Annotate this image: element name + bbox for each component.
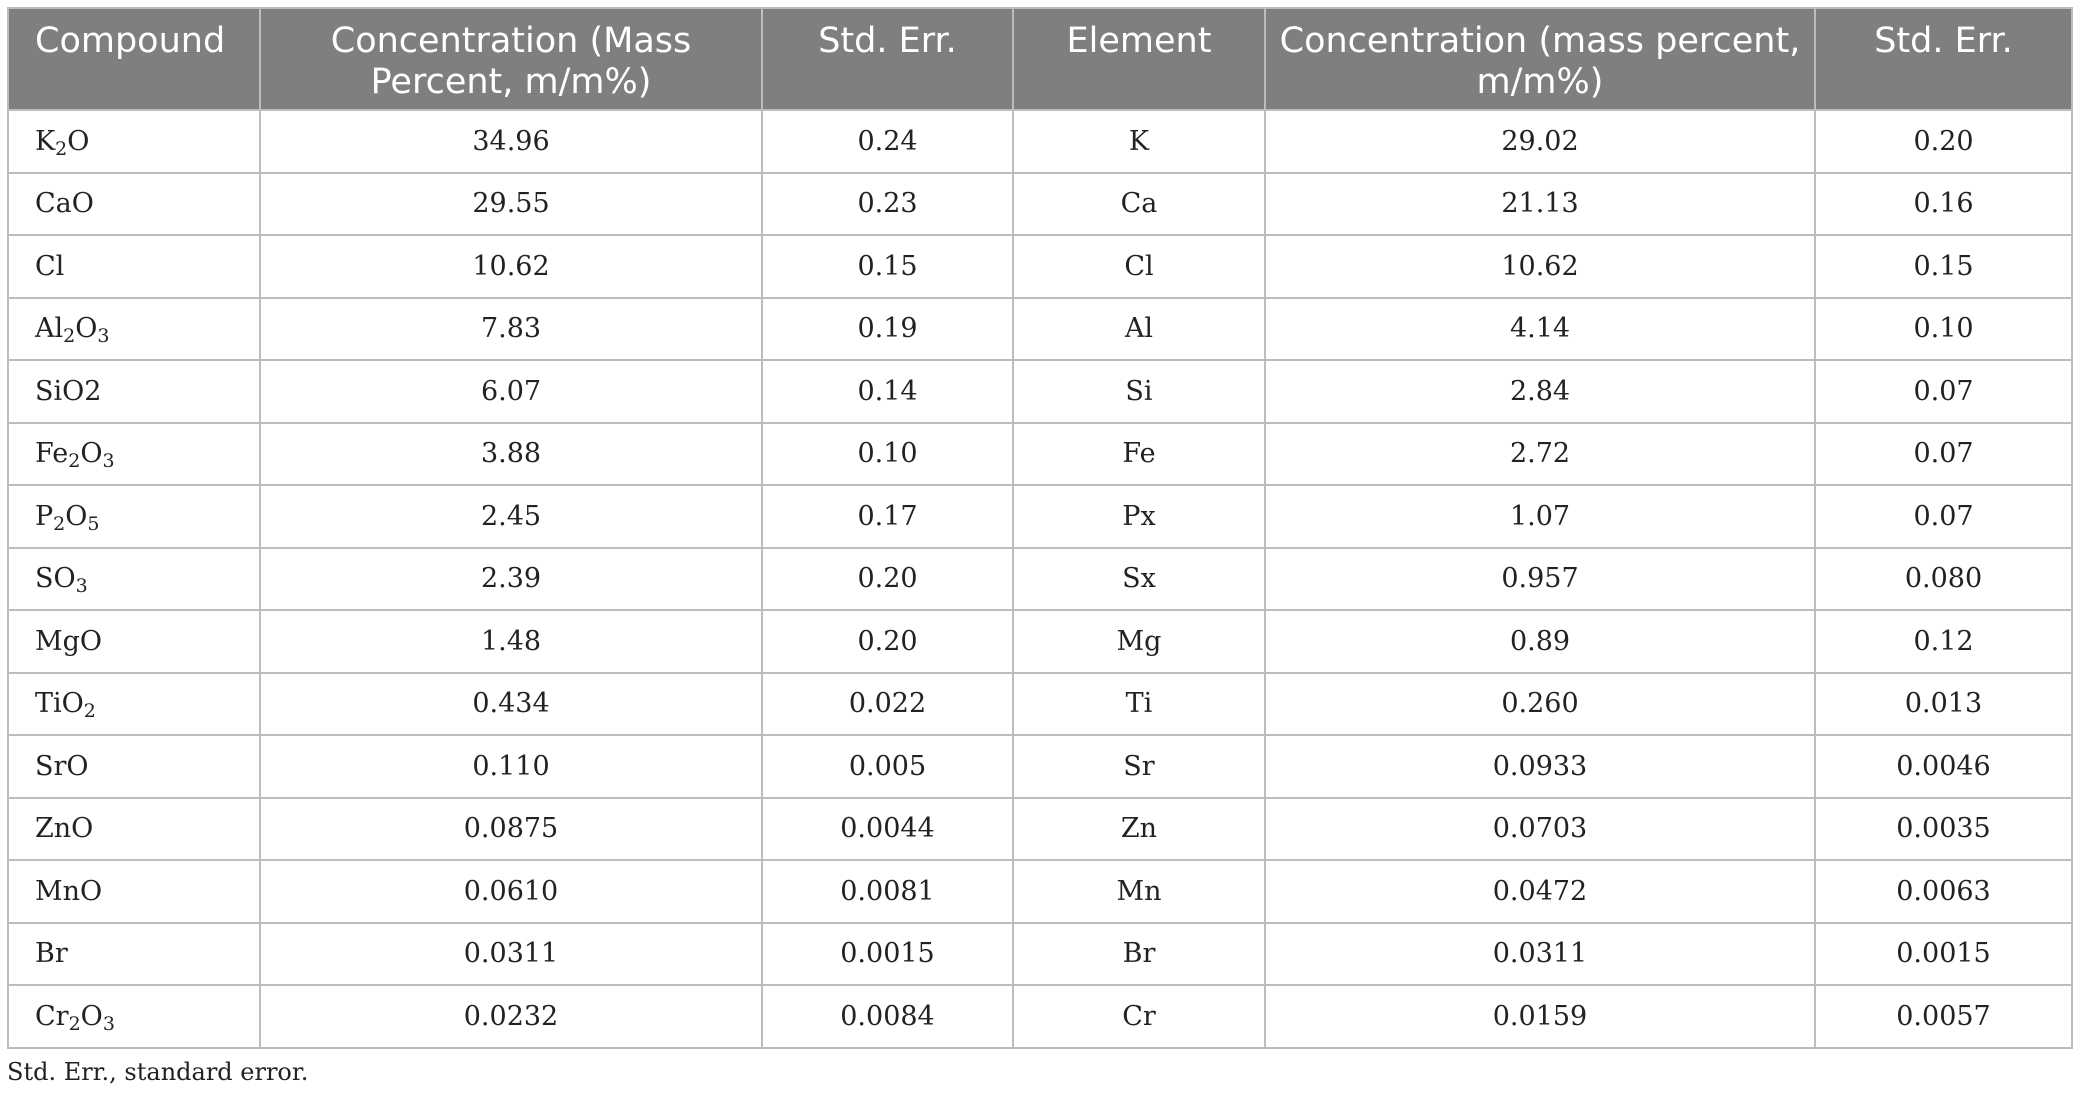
table-row xyxy=(8,235,2072,298)
cell-compound-std-err: 0.20 xyxy=(762,548,1013,611)
cell-element: Sx xyxy=(1013,548,1265,611)
cell-compound-std-err: 0.17 xyxy=(762,485,1013,548)
table-row xyxy=(8,673,2072,736)
cell-element-std-err: 0.07 xyxy=(1815,423,2072,486)
cell-element-concentration: 29.02 xyxy=(1265,110,1815,173)
table-row xyxy=(8,860,2072,923)
cell-element-concentration: 0.260 xyxy=(1265,673,1815,736)
footnote: Std. Err., standard error. xyxy=(7,1058,309,1086)
cell-element-std-err: 0.013 xyxy=(1815,673,2072,736)
cell-compound-std-err: 0.022 xyxy=(762,673,1013,736)
cell-compound: SrO xyxy=(8,735,260,798)
cell-compound: $K_2O$ xyxy=(8,110,260,173)
cell-compound-std-err: 0.0084 xyxy=(762,985,1013,1048)
table-row xyxy=(8,548,2072,611)
cell-element: Sr xyxy=(1013,735,1265,798)
cell-compound: $Al_2O_3$ xyxy=(8,298,260,361)
cell-element-concentration: 0.957 xyxy=(1265,548,1815,611)
cell-compound-concentration: 10.62 xyxy=(260,235,762,298)
cell-compound-concentration: 0.0875 xyxy=(260,798,762,861)
cell-compound: $SO_3$ xyxy=(8,548,260,611)
cell-compound: TiO$_2$ xyxy=(8,673,260,736)
cell-compound-concentration: 7.83 xyxy=(260,298,762,361)
table-row xyxy=(8,423,2072,486)
cell-element-std-err: 0.15 xyxy=(1815,235,2072,298)
cell-element-std-err: 0.0035 xyxy=(1815,798,2072,861)
cell-compound-concentration: 0.0232 xyxy=(260,985,762,1048)
cell-element-concentration: 0.0472 xyxy=(1265,860,1815,923)
table-row xyxy=(8,610,2072,673)
cell-compound-concentration: 2.39 xyxy=(260,548,762,611)
cell-element: Ti xyxy=(1013,673,1265,736)
header-element: Element xyxy=(1013,8,1265,110)
table-container xyxy=(7,7,2071,1049)
cell-element: Br xyxy=(1013,923,1265,986)
table-row xyxy=(8,923,2072,986)
cell-compound-concentration: 0.0610 xyxy=(260,860,762,923)
cell-element-std-err: 0.07 xyxy=(1815,485,2072,548)
table-body xyxy=(8,110,2072,1048)
cell-compound-std-err: 0.14 xyxy=(762,360,1013,423)
cell-compound-std-err: 0.20 xyxy=(762,610,1013,673)
cell-element: Si xyxy=(1013,360,1265,423)
cell-compound-concentration: 6.07 xyxy=(260,360,762,423)
cell-element-std-err: 0.0057 xyxy=(1815,985,2072,1048)
cell-element: Mg xyxy=(1013,610,1265,673)
cell-compound-concentration: 0.0311 xyxy=(260,923,762,986)
cell-element-std-err: 0.0015 xyxy=(1815,923,2072,986)
cell-compound-concentration: 0.434 xyxy=(260,673,762,736)
table-row xyxy=(8,360,2072,423)
cell-compound: MgO xyxy=(8,610,260,673)
cell-element-std-err: 0.07 xyxy=(1815,360,2072,423)
cell-element: Fe xyxy=(1013,423,1265,486)
cell-compound-std-err: 0.005 xyxy=(762,735,1013,798)
cell-element-concentration: 0.89 xyxy=(1265,610,1815,673)
cell-compound-concentration: 29.55 xyxy=(260,173,762,236)
header-element-std-err: Std. Err. xyxy=(1815,8,2072,110)
cell-element-concentration: 0.0311 xyxy=(1265,923,1815,986)
cell-element: K xyxy=(1013,110,1265,173)
cell-compound-concentration: 2.45 xyxy=(260,485,762,548)
cell-compound-concentration: 34.96 xyxy=(260,110,762,173)
cell-element-std-err: 0.10 xyxy=(1815,298,2072,361)
cell-element: Zn xyxy=(1013,798,1265,861)
header-compound-std-err: Std. Err. xyxy=(762,8,1013,110)
table-row xyxy=(8,798,2072,861)
table-row xyxy=(8,485,2072,548)
cell-compound-std-err: 0.19 xyxy=(762,298,1013,361)
cell-compound: MnO xyxy=(8,860,260,923)
table-row xyxy=(8,110,2072,173)
cell-element-std-err: 0.080 xyxy=(1815,548,2072,611)
cell-element-std-err: 0.20 xyxy=(1815,110,2072,173)
cell-element-concentration: 0.0159 xyxy=(1265,985,1815,1048)
cell-element-concentration: 0.0933 xyxy=(1265,735,1815,798)
header-row xyxy=(8,8,2072,110)
cell-compound-std-err: 0.15 xyxy=(762,235,1013,298)
cell-compound-concentration: 3.88 xyxy=(260,423,762,486)
cell-compound: CaO xyxy=(8,173,260,236)
cell-element-std-err: 0.0063 xyxy=(1815,860,2072,923)
cell-element: Cr xyxy=(1013,985,1265,1048)
cell-element-std-err: 0.16 xyxy=(1815,173,2072,236)
cell-compound: Cl xyxy=(8,235,260,298)
concentration-table xyxy=(7,7,2073,1049)
table-row xyxy=(8,298,2072,361)
table-header xyxy=(8,8,2072,110)
cell-element-concentration: 21.13 xyxy=(1265,173,1815,236)
cell-compound-concentration: 0.110 xyxy=(260,735,762,798)
table-row xyxy=(8,735,2072,798)
table-row xyxy=(8,985,2072,1048)
table-row xyxy=(8,173,2072,236)
cell-compound: SiO2 xyxy=(8,360,260,423)
cell-element-std-err: 0.0046 xyxy=(1815,735,2072,798)
cell-element: Px xyxy=(1013,485,1265,548)
header-compound: Compound xyxy=(8,8,260,110)
cell-element-concentration: 10.62 xyxy=(1265,235,1815,298)
cell-compound-std-err: 0.10 xyxy=(762,423,1013,486)
cell-element-concentration: 4.14 xyxy=(1265,298,1815,361)
cell-element: Al xyxy=(1013,298,1265,361)
cell-element-concentration: 2.84 xyxy=(1265,360,1815,423)
cell-compound-concentration: 1.48 xyxy=(260,610,762,673)
cell-compound-std-err: 0.23 xyxy=(762,173,1013,236)
cell-element-concentration: 2.72 xyxy=(1265,423,1815,486)
cell-compound: $P_2O_5$ xyxy=(8,485,260,548)
cell-element: Mn xyxy=(1013,860,1265,923)
cell-element-std-err: 0.12 xyxy=(1815,610,2072,673)
cell-compound: $Cr_2O_3$ xyxy=(8,985,260,1048)
cell-element: Ca xyxy=(1013,173,1265,236)
cell-compound-std-err: 0.0081 xyxy=(762,860,1013,923)
cell-compound: $Fe_2O_3$ xyxy=(8,423,260,486)
cell-compound: ZnO xyxy=(8,798,260,861)
cell-compound: Br xyxy=(8,923,260,986)
header-compound-concentration: Concentration (Mass Percent, m/m%) xyxy=(260,8,762,110)
cell-compound-std-err: 0.0015 xyxy=(762,923,1013,986)
cell-element: Cl xyxy=(1013,235,1265,298)
cell-element-concentration: 0.0703 xyxy=(1265,798,1815,861)
cell-compound-std-err: 0.24 xyxy=(762,110,1013,173)
header-element-concentration: Concentration (mass percent, m/m%) xyxy=(1265,8,1815,110)
cell-element-concentration: 1.07 xyxy=(1265,485,1815,548)
cell-compound-std-err: 0.0044 xyxy=(762,798,1013,861)
